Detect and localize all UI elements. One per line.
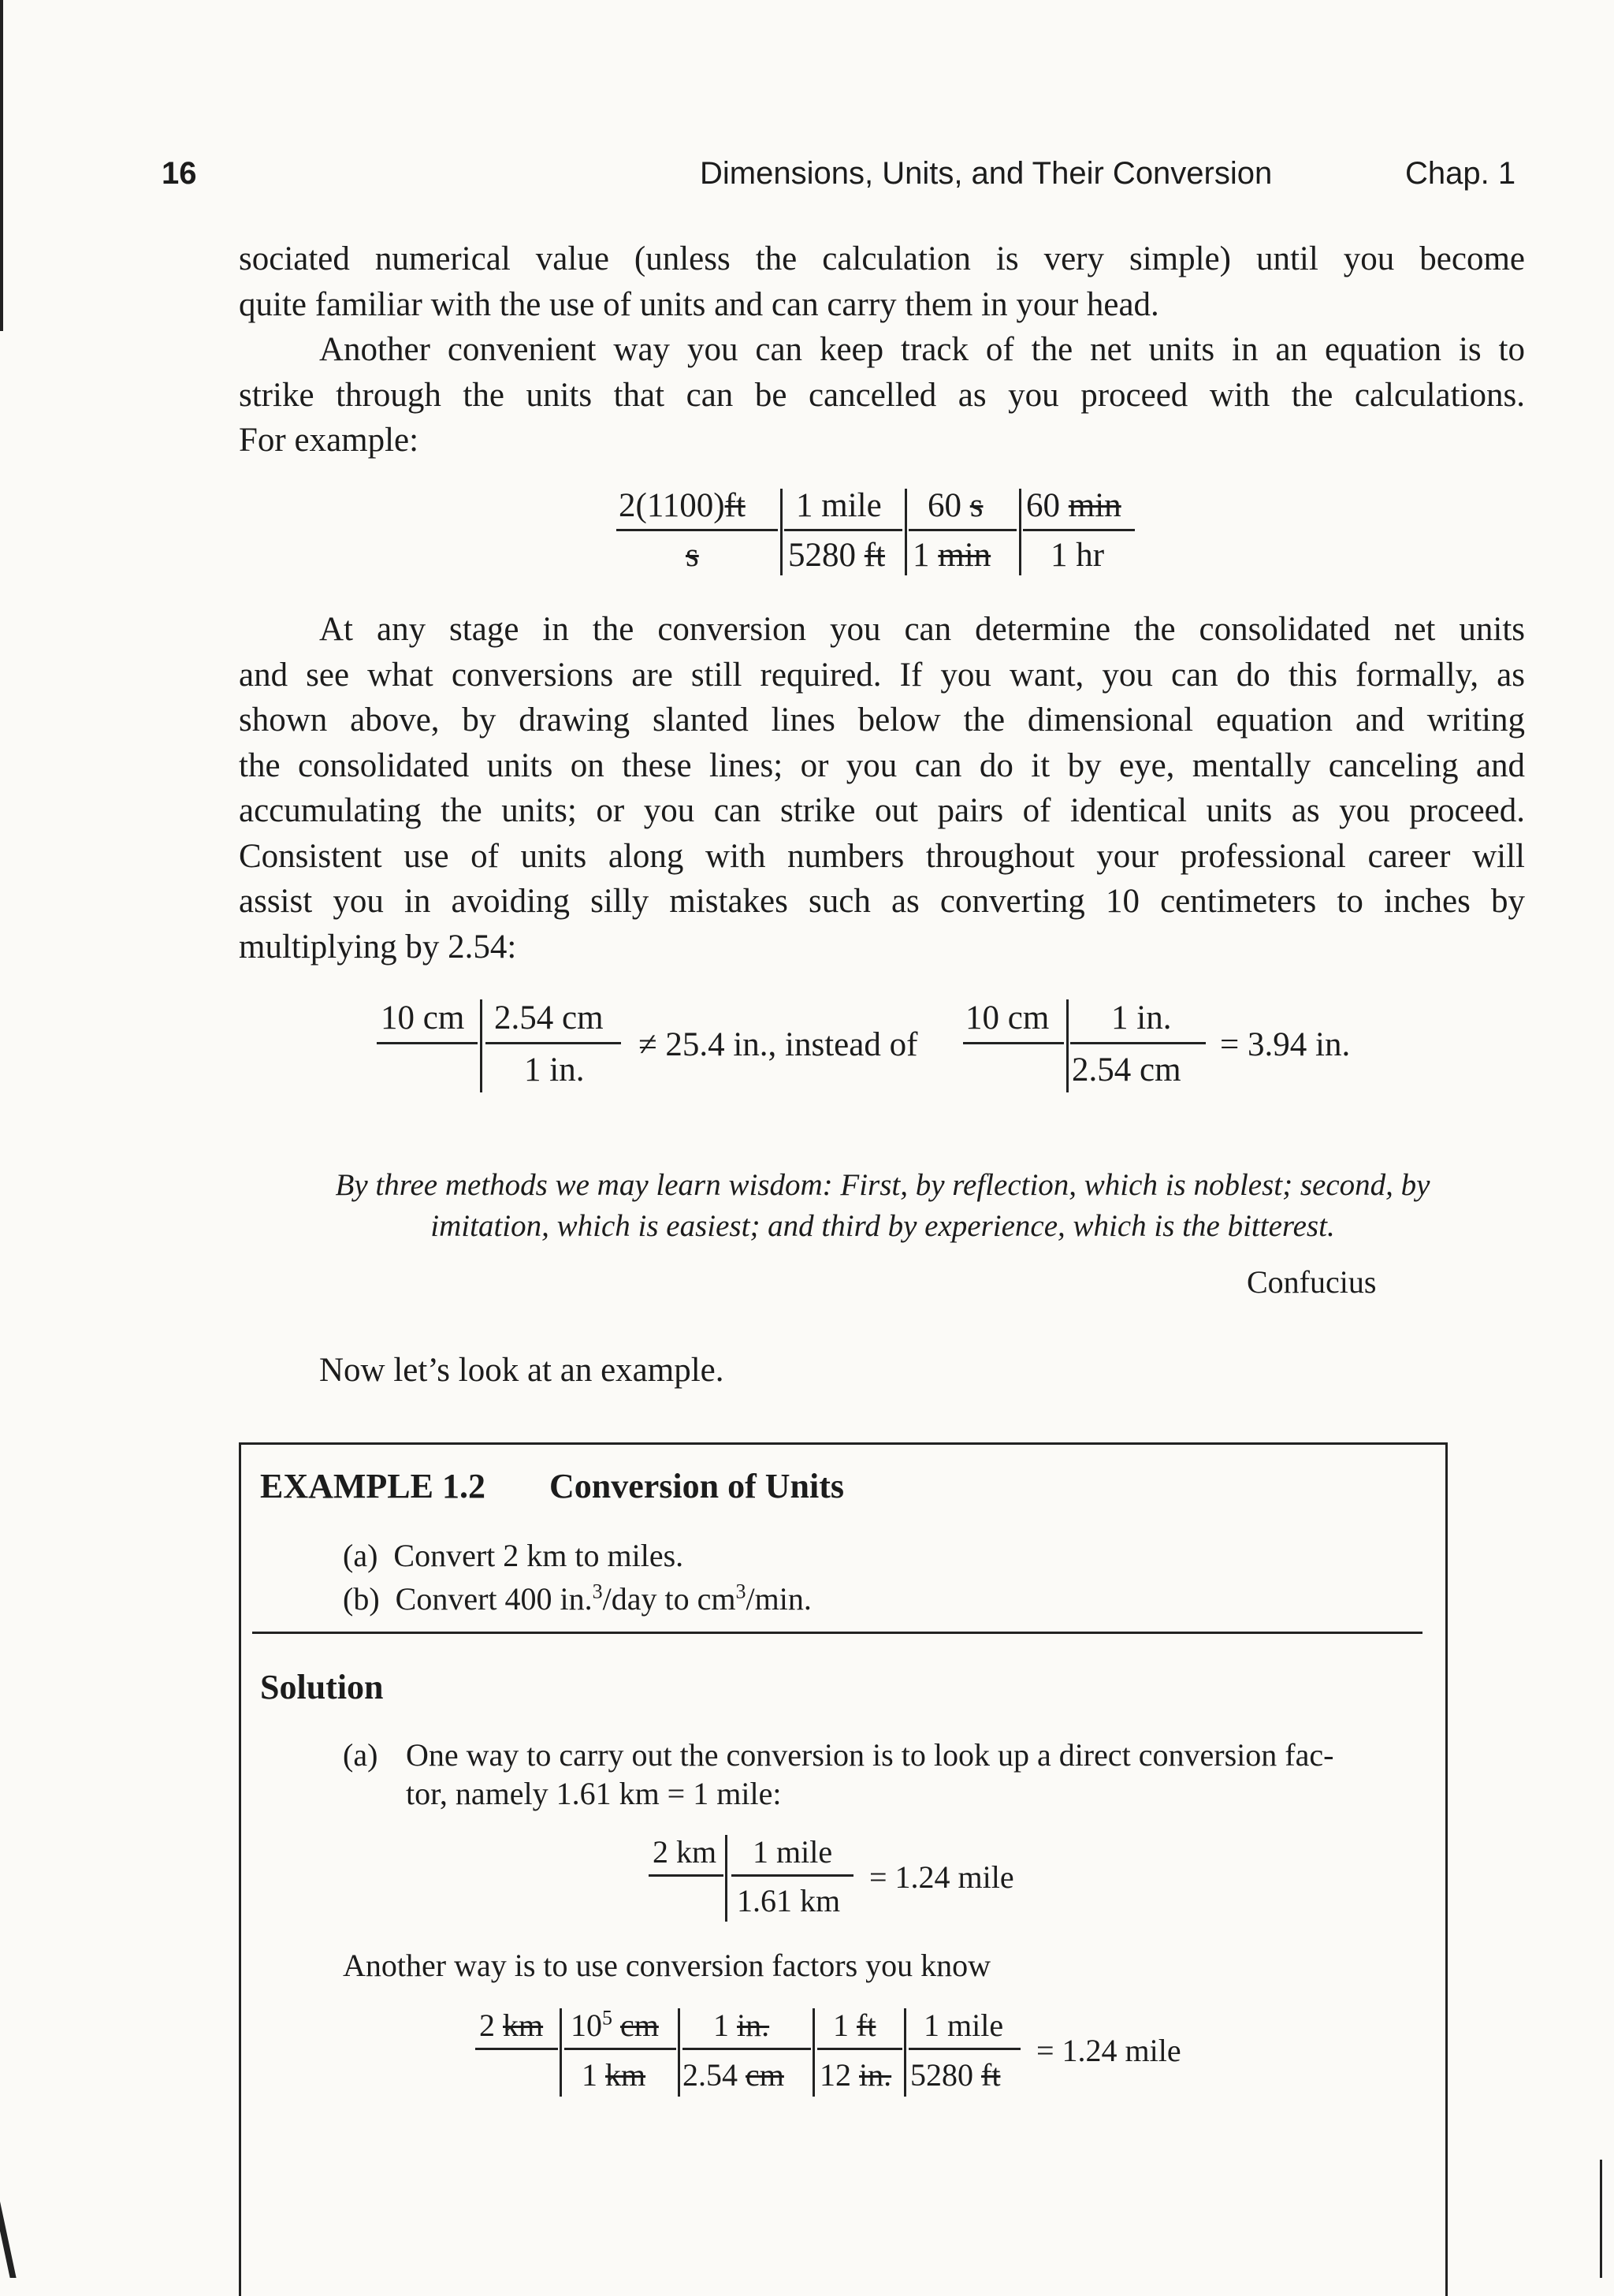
fraction-bar — [475, 2048, 558, 2050]
epigraph-author: Confucius — [1247, 1264, 1377, 1300]
eq4-num3: 1 in. — [713, 2008, 770, 2043]
fraction-bar — [909, 529, 1017, 531]
text-line: At any stage in the conversion you can determine the consolidated net units — [319, 611, 1525, 648]
eq2-num-a: 10 cm — [381, 999, 465, 1036]
eq3-num2: 1 mile — [753, 1834, 833, 1870]
eq1-num4: 60 min — [1026, 487, 1121, 524]
lead-sentence: Now let’s look at an example. — [319, 1352, 724, 1389]
unit-divider — [813, 2008, 815, 2097]
eq2-num-d: 1 in. — [1111, 999, 1172, 1036]
running-title: Dimensions, Units, and Their Conversion — [700, 156, 1273, 191]
eq3-num1: 2 km — [653, 1834, 717, 1870]
eq4-num4: 1 ft — [833, 2008, 876, 2043]
text-line: the consolidated units on these lines; or you can do it by eye, mentally canceling and — [239, 746, 1525, 784]
text-line: Consistent use of units along with numbers throughout your professional career will — [239, 837, 1525, 875]
fraction-bar — [564, 2048, 676, 2050]
eq4-num5: 1 mile — [924, 2008, 1004, 2043]
paragraph-2 — [239, 327, 1525, 463]
eq4-num2: $10^5$ cm — [571, 2006, 659, 2043]
text-line: assist you in avoiding silly mistakes such as converting 10 centimeters to inches by — [239, 883, 1525, 920]
corner-mark — [0, 2199, 17, 2278]
item-text: Convert 2 km to miles. — [393, 1538, 684, 1573]
fraction-bar — [1070, 1042, 1206, 1044]
fraction-bar — [731, 1874, 853, 1877]
epigraph-line-2: imitation, which is easiest; and third by experience, which is the bitterest. — [430, 1209, 1335, 1243]
example-divider — [252, 1632, 1422, 1634]
fraction-bar — [1023, 529, 1135, 531]
eq4-den4: 12 in. — [820, 2057, 892, 2093]
fraction-bar — [909, 2048, 1021, 2050]
fraction-bar — [649, 1874, 723, 1877]
eq4-result: = 1.24 mile — [1036, 2033, 1181, 2068]
eq2-num-b: 2.54 cm — [494, 999, 604, 1036]
eq4-den3: 2.54 cm — [682, 2057, 784, 2093]
text-line: strike through the units that can be cancelled as you proceed with the calculations. — [239, 376, 1525, 414]
another-way-text: Another way is to use conversion factors you know — [343, 1948, 991, 1983]
solution-a-line-2: tor, namely 1.61 km = 1 mile: — [406, 1776, 782, 1811]
text-line: Another convenient way you can keep track of the net units in an equation is to — [319, 331, 1525, 368]
fraction-bar — [784, 529, 902, 531]
eq2-den-b: 1 in. — [524, 1051, 585, 1088]
eq1-num3: 60 s — [928, 487, 984, 524]
solution-a-tag: (a) — [343, 1737, 378, 1773]
text-line: multiplying by 2.54: — [239, 928, 517, 966]
item-tag: (b) — [343, 1581, 380, 1617]
fraction-bar — [377, 1042, 478, 1044]
text-line: For example: — [239, 422, 419, 459]
epigraph-line-1: By three methods we may learn wisdom: First, by reflection, which is noblest; second, by — [335, 1168, 1430, 1202]
item-text: Convert 400 in.$^3$/day to $cm^3/\min$. — [395, 1580, 812, 1617]
eq1-den2: 5280 ft — [788, 537, 886, 574]
text-line: shown above, by drawing slanted lines below the dimensional equation and writing — [239, 701, 1525, 739]
unit-divider — [725, 1835, 727, 1922]
page-number: 16 — [162, 156, 197, 191]
unit-divider — [904, 2008, 906, 2097]
unit-divider — [780, 489, 783, 575]
fraction-bar — [485, 1042, 621, 1044]
text-line: sociated numerical value (unless the calculation is very simple) until you become — [239, 240, 1525, 277]
eq2-neq-text: ≠ 25.4 in., instead of — [638, 1026, 918, 1063]
eq1-num2: 1 mile — [796, 487, 882, 524]
chapter-label: Chap. 1 — [1405, 156, 1516, 191]
eq4-num1: 2 km — [479, 2008, 544, 2043]
eq1-den1: s — [686, 537, 699, 574]
paragraph-3 — [239, 607, 1525, 969]
unit-divider — [480, 999, 482, 1092]
fraction-bar — [817, 2048, 902, 2050]
unit-divider — [560, 2008, 562, 2097]
eq1-num1: 2(1100)ft — [619, 487, 746, 524]
unit-divider — [905, 489, 907, 575]
example-title: Conversion of Units — [549, 1467, 845, 1505]
fraction-bar — [682, 2048, 811, 2050]
text-line: accumulating the units; or you can strike out pairs of identical units as you proceed. — [239, 792, 1525, 829]
unit-divider — [678, 2008, 680, 2097]
example-label: EXAMPLE 1.2 — [260, 1467, 485, 1505]
left-edge-line — [0, 0, 3, 331]
eq2-den-d: 2.54 cm — [1072, 1051, 1181, 1088]
eq2-result: = 3.94 in. — [1220, 1026, 1351, 1063]
eq3-result: = 1.24 mile — [869, 1859, 1014, 1895]
eq1-den3: 1 min — [913, 537, 991, 574]
problem-item-a — [343, 1537, 683, 1574]
eq2-num-c: 10 cm — [965, 999, 1050, 1036]
eq3-den2: 1.61 km — [737, 1883, 841, 1918]
eq1-den4: 1 hr — [1051, 537, 1105, 574]
solution-a-line-1: One way to carry out the conversion is to look up a direct conversion fac- — [406, 1737, 1334, 1773]
problem-item-b — [343, 1580, 812, 1617]
eq4-den2: 1 km — [582, 2057, 646, 2093]
right-edge-line — [1600, 2160, 1602, 2278]
unit-divider — [1019, 489, 1021, 575]
solution-label: Solution — [260, 1668, 384, 1706]
fraction-bar — [616, 529, 778, 531]
eq4-den5: 5280 ft — [910, 2057, 1001, 2093]
fraction-bar — [963, 1042, 1064, 1044]
text-line: and see what conversions are still required. If you want, you can do this formally, as — [239, 656, 1525, 694]
item-tag: (a) — [343, 1538, 378, 1573]
unit-divider — [1066, 999, 1069, 1092]
text-line: quite familiar with the use of units and can carry them in your head. — [239, 285, 1159, 323]
paragraph-1 — [239, 236, 1525, 327]
